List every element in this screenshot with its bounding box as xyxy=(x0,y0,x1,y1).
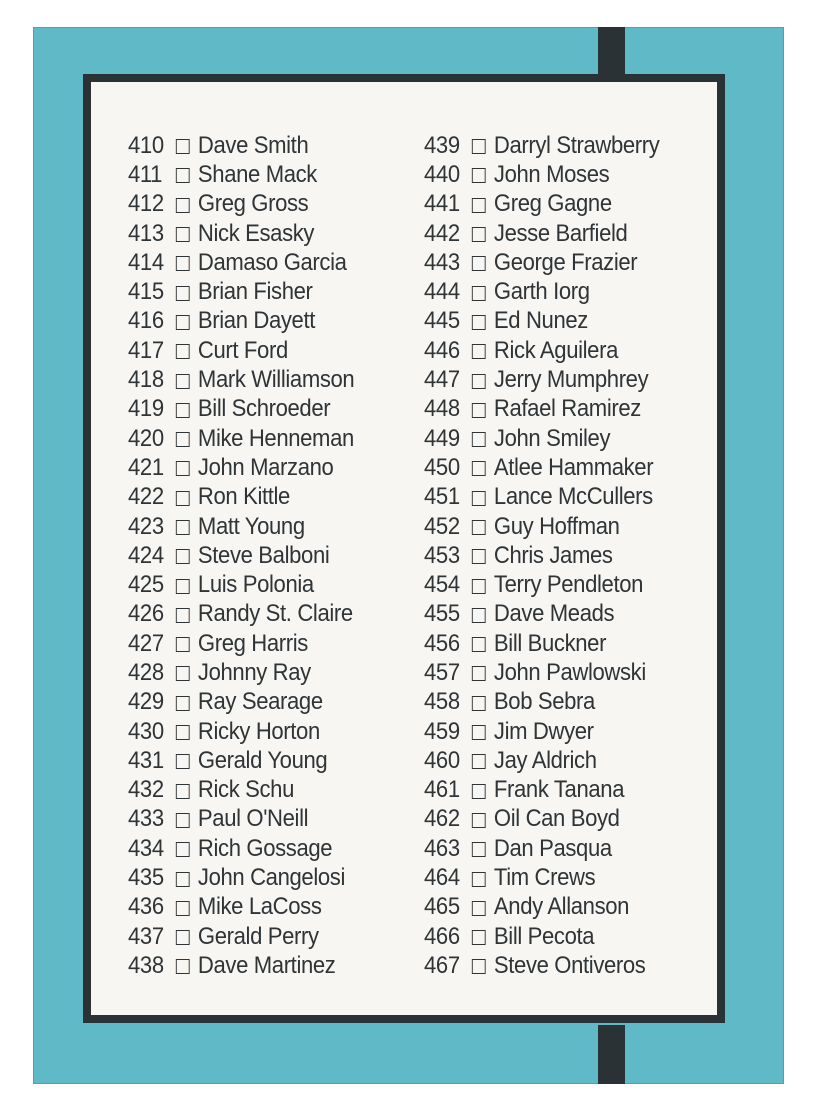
checkbox-icon[interactable] xyxy=(176,403,190,418)
checklist-row xyxy=(424,922,659,951)
player-name: Nick Esasky xyxy=(197,219,315,247)
card-number: 436 xyxy=(128,893,164,921)
checkbox-icon[interactable] xyxy=(472,959,486,974)
card-number: 449 xyxy=(424,424,460,452)
player-name: Rafael Ramirez xyxy=(493,395,641,423)
player-name: Guy Hoffman xyxy=(493,512,620,540)
checklist-row xyxy=(424,658,659,687)
checklist-row xyxy=(128,893,354,922)
card-number: 464 xyxy=(424,864,460,892)
checklist-row xyxy=(424,512,659,541)
card-number: 465 xyxy=(424,893,460,921)
checklist-row xyxy=(128,424,354,453)
player-name: Frank Tanana xyxy=(493,776,625,804)
checklist-column-left xyxy=(128,131,374,981)
player-name: Rick Schu xyxy=(197,776,295,804)
checkbox-icon[interactable] xyxy=(176,754,190,769)
checkbox-icon[interactable] xyxy=(472,374,486,389)
player-name: Terry Pendleton xyxy=(493,571,644,599)
checkbox-icon[interactable] xyxy=(176,666,190,681)
checkbox-icon[interactable] xyxy=(472,461,486,476)
checkbox-icon[interactable] xyxy=(176,959,190,974)
card-number: 438 xyxy=(128,951,164,979)
checklist-row xyxy=(128,131,354,160)
checkbox-icon[interactable] xyxy=(472,520,486,535)
checkbox-icon[interactable] xyxy=(472,608,486,623)
checklist-row xyxy=(424,395,659,424)
card-number: 444 xyxy=(424,278,460,306)
checkbox-icon[interactable] xyxy=(176,198,190,213)
card-number: 453 xyxy=(424,541,460,569)
card-number: 437 xyxy=(128,922,164,950)
player-name: Mike LaCoss xyxy=(197,893,322,921)
player-name: Jay Aldrich xyxy=(493,746,597,774)
player-name: Bill Schroeder xyxy=(197,395,331,423)
card-number: 455 xyxy=(424,600,460,628)
checklist-row xyxy=(128,453,354,482)
checkbox-icon[interactable] xyxy=(176,872,190,887)
player-name: Mike Henneman xyxy=(197,424,354,452)
checkbox-icon[interactable] xyxy=(472,491,486,506)
checklist-row xyxy=(128,746,354,775)
player-name: Dave Meads xyxy=(493,600,615,628)
checklist-panel xyxy=(83,74,725,1023)
card-number: 450 xyxy=(424,453,460,481)
player-name: Andy Allanson xyxy=(493,893,630,921)
card-number: 411 xyxy=(128,160,163,188)
checkbox-icon[interactable] xyxy=(472,725,486,740)
card-number: 456 xyxy=(424,629,460,657)
card-number: 446 xyxy=(424,336,460,364)
checklist-row xyxy=(128,834,354,863)
checkbox-icon[interactable] xyxy=(472,168,486,183)
card-number: 451 xyxy=(424,483,460,511)
card-number: 424 xyxy=(128,541,164,569)
card-number: 430 xyxy=(128,717,164,745)
card-number: 414 xyxy=(128,248,164,276)
card-number: 463 xyxy=(424,834,460,862)
checklist-row xyxy=(128,248,354,277)
card-number: 434 xyxy=(128,834,164,862)
card-number: 422 xyxy=(128,483,164,511)
checkbox-icon[interactable] xyxy=(176,286,190,301)
checklist-row xyxy=(424,483,659,512)
checkbox-icon[interactable] xyxy=(176,344,190,359)
checkbox-icon[interactable] xyxy=(176,315,190,330)
player-name: Bill Pecota xyxy=(493,922,595,950)
card-number: 452 xyxy=(424,512,460,540)
checklist-row xyxy=(424,190,659,219)
player-name: Brian Dayett xyxy=(197,307,316,335)
checklist-row xyxy=(128,190,354,219)
checkbox-icon[interactable] xyxy=(472,637,486,652)
checkbox-icon[interactable] xyxy=(472,666,486,681)
checklist-row xyxy=(128,365,354,394)
checklist-row xyxy=(424,131,659,160)
player-name: Steve Balboni xyxy=(197,541,330,569)
card-number: 467 xyxy=(424,951,460,979)
player-name: Shane Mack xyxy=(197,160,317,188)
checkbox-icon[interactable] xyxy=(472,227,486,242)
player-name: Dave Martinez xyxy=(197,951,336,979)
card-number: 426 xyxy=(128,600,164,628)
checklist-row xyxy=(424,600,659,629)
player-name: Tim Crews xyxy=(493,864,596,892)
player-name: Lance McCullers xyxy=(493,483,653,511)
card-number: 427 xyxy=(128,629,164,657)
checkbox-icon[interactable] xyxy=(472,549,486,564)
checkbox-icon[interactable] xyxy=(176,432,190,447)
checklist-row xyxy=(128,776,354,805)
player-name: Dave Smith xyxy=(197,131,309,159)
checklist-row xyxy=(128,512,354,541)
checkbox-icon[interactable] xyxy=(176,579,190,594)
player-name: Greg Gross xyxy=(197,190,309,218)
checkbox-icon[interactable] xyxy=(472,784,486,799)
checklist-row xyxy=(424,307,659,336)
checkbox-icon[interactable] xyxy=(176,374,190,389)
player-name: Bob Sebra xyxy=(493,688,595,716)
player-name: Ed Nunez xyxy=(493,307,588,335)
player-name: John Moses xyxy=(493,160,610,188)
card-number: 423 xyxy=(128,512,164,540)
card-number: 440 xyxy=(424,160,460,188)
card-number: 447 xyxy=(424,366,460,394)
player-name: Chris James xyxy=(493,541,613,569)
checkbox-icon[interactable] xyxy=(176,549,190,564)
checklist-row xyxy=(424,834,659,863)
checklist-row xyxy=(128,951,354,980)
checkbox-icon[interactable] xyxy=(472,403,486,418)
checkbox-icon[interactable] xyxy=(176,227,190,242)
player-name: Randy St. Claire xyxy=(197,600,353,628)
checkbox-icon[interactable] xyxy=(176,491,190,506)
player-name: Gerald Young xyxy=(197,746,328,774)
card-number: 462 xyxy=(424,805,460,833)
player-name: Jesse Barfield xyxy=(493,219,628,247)
checklist-row xyxy=(424,541,659,570)
player-name: Ray Searage xyxy=(197,688,323,716)
card-number: 460 xyxy=(424,746,460,774)
player-name: Dan Pasqua xyxy=(493,834,612,862)
checkbox-icon[interactable] xyxy=(176,842,190,857)
checklist-row xyxy=(424,717,659,746)
card-number: 435 xyxy=(128,864,164,892)
checkbox-icon[interactable] xyxy=(472,813,486,828)
checkbox-icon[interactable] xyxy=(472,579,486,594)
checklist-row xyxy=(128,541,354,570)
card-number: 457 xyxy=(424,658,460,686)
checkbox-icon[interactable] xyxy=(472,315,486,330)
checklist-row xyxy=(424,365,659,394)
checklist-row xyxy=(128,600,354,629)
card-number: 421 xyxy=(128,453,164,481)
card-number: 431 xyxy=(128,746,164,774)
player-name: Curt Ford xyxy=(197,336,288,364)
checklist-row xyxy=(424,570,659,599)
checklist-row xyxy=(424,424,659,453)
checkbox-icon[interactable] xyxy=(472,139,486,154)
player-name: Bill Buckner xyxy=(493,629,607,657)
player-name: Paul O'Neill xyxy=(197,805,309,833)
player-name: Atlee Hammaker xyxy=(493,453,654,481)
checklist-card xyxy=(33,27,784,1084)
checklist-row xyxy=(424,453,659,482)
checklist-row xyxy=(128,160,354,189)
checkbox-icon[interactable] xyxy=(176,461,190,476)
card-number: 418 xyxy=(128,366,164,394)
checklist-row xyxy=(128,863,354,892)
checklist-column-right xyxy=(424,131,680,981)
player-name: Luis Polonia xyxy=(197,571,314,599)
player-name: Ron Kittle xyxy=(197,483,290,511)
checklist-row xyxy=(424,248,659,277)
checkbox-icon[interactable] xyxy=(176,813,190,828)
checkbox-icon[interactable] xyxy=(176,930,190,945)
bottom-stripe xyxy=(598,1025,625,1084)
card-number: 442 xyxy=(424,219,460,247)
card-number: 448 xyxy=(424,395,460,423)
player-name: Darryl Strawberry xyxy=(493,131,660,159)
checklist-row xyxy=(424,805,659,834)
checklist-row xyxy=(128,805,354,834)
checklist-row xyxy=(128,658,354,687)
checklist-row xyxy=(424,336,659,365)
player-name: Ricky Horton xyxy=(197,717,320,745)
player-name: Matt Young xyxy=(197,512,305,540)
checklist-row xyxy=(424,746,659,775)
card-number: 419 xyxy=(128,395,164,423)
checkbox-icon[interactable] xyxy=(472,901,486,916)
checklist-row xyxy=(128,219,354,248)
checkbox-icon[interactable] xyxy=(472,696,486,711)
checkbox-icon[interactable] xyxy=(176,139,190,154)
checklist-row xyxy=(424,277,659,306)
checkbox-icon[interactable] xyxy=(472,842,486,857)
checklist-row xyxy=(128,483,354,512)
player-name: Damaso Garcia xyxy=(197,248,347,276)
checkbox-icon[interactable] xyxy=(176,256,190,271)
player-name: Greg Harris xyxy=(197,629,308,657)
player-name: Rich Gossage xyxy=(197,834,333,862)
checklist-row xyxy=(128,688,354,717)
card-number: 420 xyxy=(128,424,164,452)
checklist-row xyxy=(424,893,659,922)
card-number: 466 xyxy=(424,922,460,950)
card-number: 432 xyxy=(128,776,164,804)
checklist-row xyxy=(128,570,354,599)
player-name: Oil Can Boyd xyxy=(493,805,620,833)
checklist-row xyxy=(128,336,354,365)
checkbox-icon[interactable] xyxy=(472,286,486,301)
player-name: Jerry Mumphrey xyxy=(493,366,649,394)
checkbox-icon[interactable] xyxy=(472,344,486,359)
player-name: Rick Aguilera xyxy=(493,336,619,364)
checkbox-icon[interactable] xyxy=(176,784,190,799)
checklist-row xyxy=(424,776,659,805)
player-name: George Frazier xyxy=(493,248,638,276)
checkbox-icon[interactable] xyxy=(176,637,190,652)
player-name: Gerald Perry xyxy=(197,922,319,950)
card-number: 415 xyxy=(128,278,164,306)
checklist-row xyxy=(424,863,659,892)
card-number: 410 xyxy=(128,131,164,159)
checklist-row xyxy=(128,717,354,746)
player-name: Steve Ontiveros xyxy=(493,951,646,979)
card-number: 441 xyxy=(424,190,460,218)
checklist-row xyxy=(128,395,354,424)
checklist-row xyxy=(424,629,659,658)
player-name: John Pawlowski xyxy=(493,658,646,686)
card-number: 461 xyxy=(424,776,460,804)
checkbox-icon[interactable] xyxy=(472,432,486,447)
checklist-row xyxy=(424,219,659,248)
checklist-row xyxy=(424,688,659,717)
card-number: 445 xyxy=(424,307,460,335)
checklist-row xyxy=(424,160,659,189)
player-name: Brian Fisher xyxy=(197,278,313,306)
checkbox-icon[interactable] xyxy=(472,754,486,769)
checkbox-icon[interactable] xyxy=(176,696,190,711)
card-number: 458 xyxy=(424,688,460,716)
checkbox-icon[interactable] xyxy=(176,901,190,916)
checkbox-icon[interactable] xyxy=(176,725,190,740)
card-number: 425 xyxy=(128,571,164,599)
checkbox-icon[interactable] xyxy=(176,608,190,623)
checkbox-icon[interactable] xyxy=(472,930,486,945)
card-number: 416 xyxy=(128,307,164,335)
checkbox-icon[interactable] xyxy=(472,256,486,271)
checklist-row xyxy=(128,922,354,951)
player-name: John Smiley xyxy=(493,424,611,452)
card-number: 459 xyxy=(424,717,460,745)
checklist-row xyxy=(128,629,354,658)
card-number: 429 xyxy=(128,688,164,716)
player-name: Mark Williamson xyxy=(197,366,355,394)
card-number: 439 xyxy=(424,131,460,159)
checkbox-icon[interactable] xyxy=(472,872,486,887)
card-number: 417 xyxy=(128,336,164,364)
player-name: Garth Iorg xyxy=(493,278,590,306)
checkbox-icon[interactable] xyxy=(176,168,190,183)
checkbox-icon[interactable] xyxy=(472,198,486,213)
card-number: 454 xyxy=(424,571,460,599)
checklist-row xyxy=(128,277,354,306)
card-number: 443 xyxy=(424,248,460,276)
player-name: Greg Gagne xyxy=(493,190,612,218)
player-name: Jim Dwyer xyxy=(493,717,594,745)
card-number: 433 xyxy=(128,805,164,833)
checkbox-icon[interactable] xyxy=(176,520,190,535)
player-name: John Cangelosi xyxy=(197,864,345,892)
player-name: John Marzano xyxy=(197,453,334,481)
player-name: Johnny Ray xyxy=(197,658,311,686)
card-number: 428 xyxy=(128,658,164,686)
card-number: 413 xyxy=(128,219,164,247)
checklist-row xyxy=(128,307,354,336)
checklist-row xyxy=(424,951,659,980)
card-number: 412 xyxy=(128,190,164,218)
